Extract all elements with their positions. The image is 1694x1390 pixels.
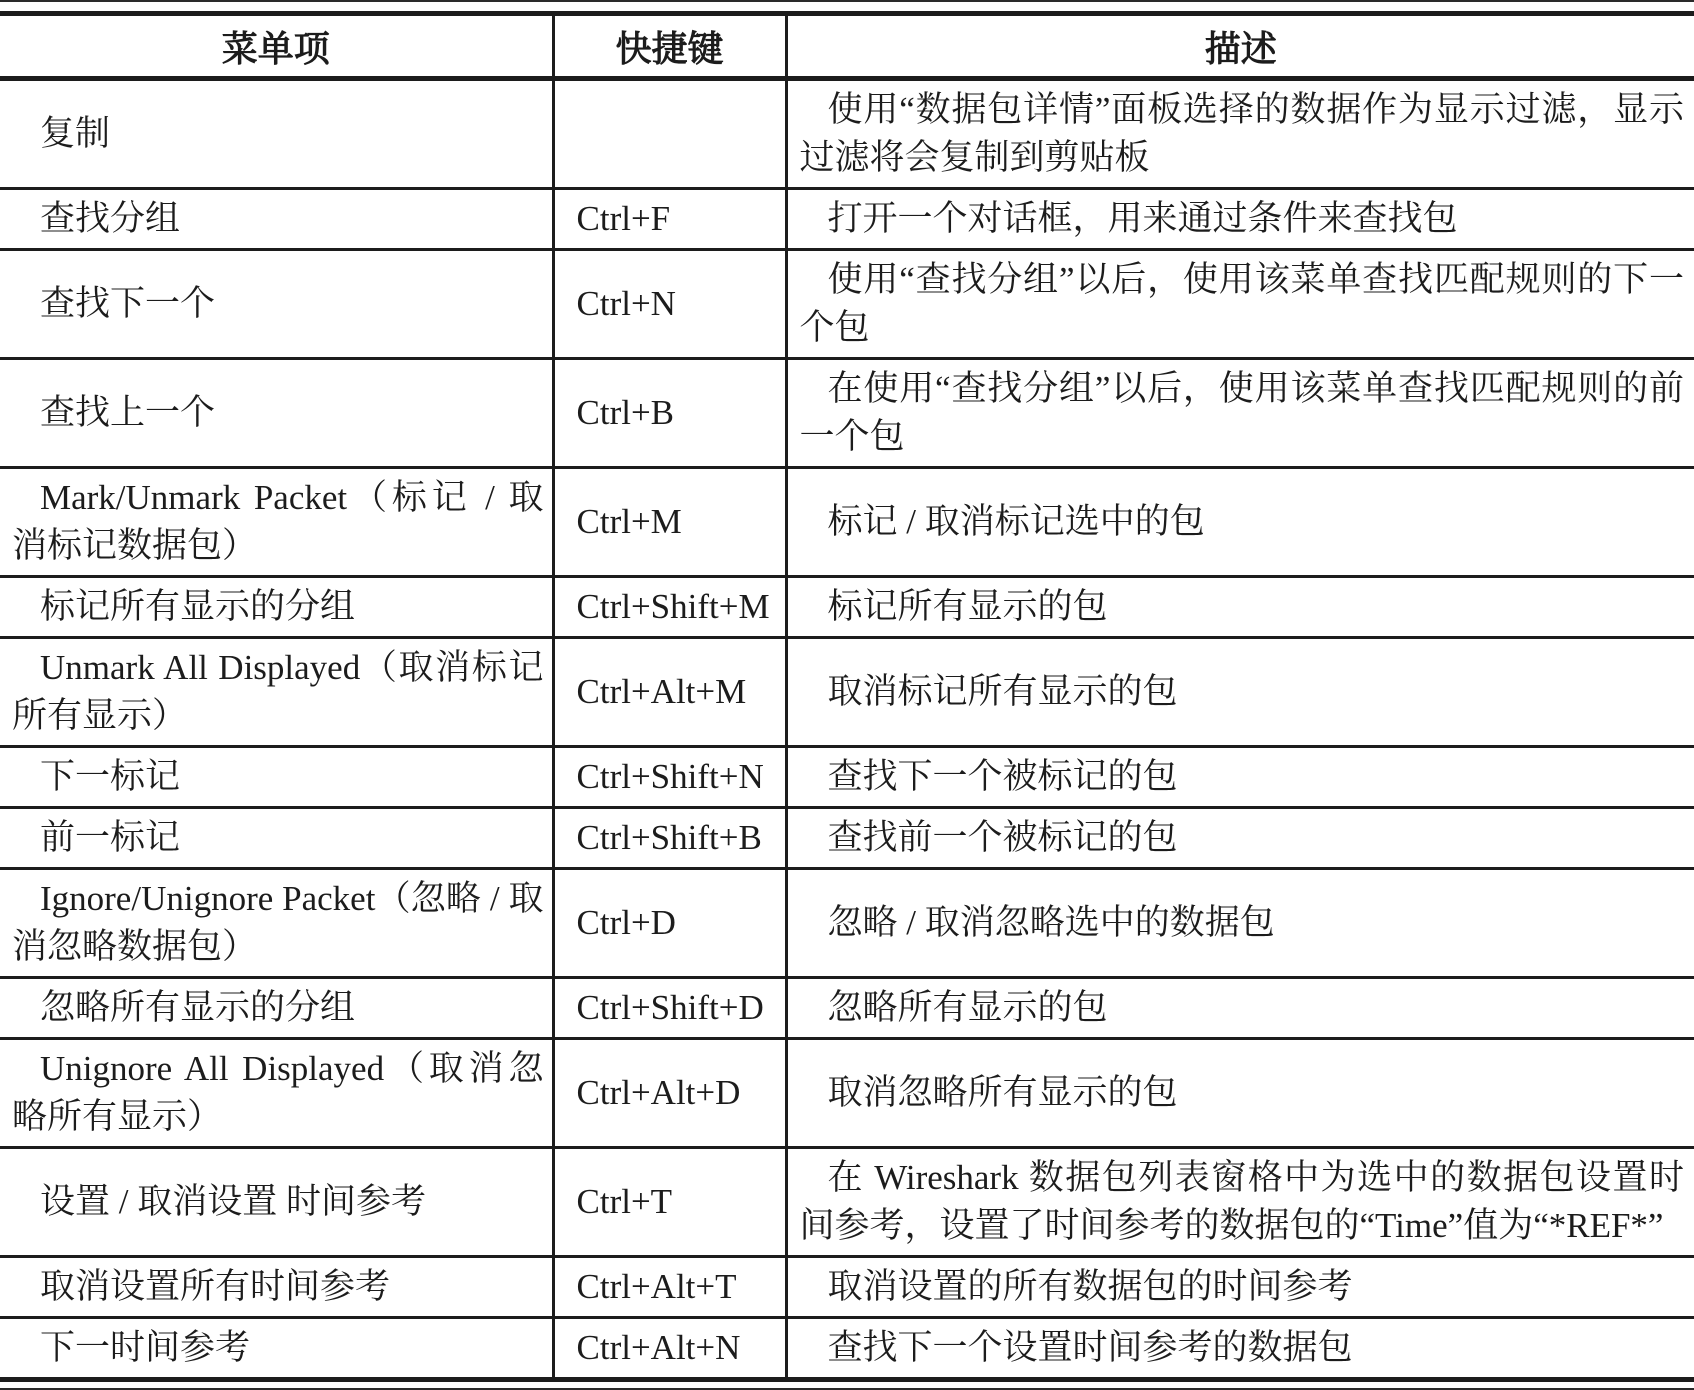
menu-item-cell: [0, 638, 553, 747]
table-row: [0, 577, 1694, 638]
menu-item-text: 设置 / 取消设置 时间参考: [40, 1182, 426, 1221]
description-cell: [786, 250, 1694, 359]
description-text: 查找下一个被标记的包: [827, 757, 1178, 796]
shortcut-cell: [553, 869, 786, 978]
shortcut-cell: [553, 1257, 786, 1318]
table-body: [0, 79, 1694, 1380]
menu-item-text: Mark/Unmark Packet（标记 / 取消标记数据包）: [12, 478, 544, 565]
header-row: [0, 14, 1694, 79]
description-cell: [786, 1257, 1694, 1318]
menu-item-text: 取消设置所有时间参考: [40, 1267, 391, 1306]
shortcut-table: [0, 11, 1694, 1382]
menu-item-cell: [0, 1039, 553, 1148]
menu-item-text: 标记所有显示的分组: [40, 587, 356, 626]
table-row: [0, 1148, 1694, 1257]
table-row: [0, 189, 1694, 250]
shortcut-cell: [553, 577, 786, 638]
table-row: [0, 869, 1694, 978]
description-text: 在使用“查找分组”以后，使用该菜单查找匹配规则的前一个包: [799, 369, 1684, 456]
table-row: [0, 359, 1694, 468]
shortcut-text: Ctrl+Alt+N: [576, 1328, 741, 1367]
shortcut-text: Ctrl+Shift+M: [576, 587, 770, 626]
menu-item-cell: [0, 1148, 553, 1257]
table-row: [0, 978, 1694, 1039]
description-text: 标记所有显示的包: [827, 587, 1108, 626]
table-row: [0, 1318, 1694, 1380]
description-cell: [786, 1318, 1694, 1380]
description-text: 打开一个对话框，用来通过条件来查找包: [827, 199, 1458, 238]
menu-item-cell: [0, 577, 553, 638]
menu-item-text: Unmark All Displayed（取消标记所有显示）: [12, 648, 544, 735]
menu-item-cell: [0, 189, 553, 250]
menu-item-text: Unignore All Displayed（取消忽略所有显示）: [12, 1049, 544, 1136]
menu-item-cell: [0, 250, 553, 359]
table-row: [0, 638, 1694, 747]
description-text: 忽略 / 取消忽略选中的数据包: [827, 903, 1275, 942]
description-text: 查找下一个设置时间参考的数据包: [827, 1328, 1353, 1367]
menu-item-text: 查找下一个: [40, 284, 216, 323]
column-header-menu-item: 菜单项: [0, 14, 553, 79]
table-row: [0, 250, 1694, 359]
menu-item-text: 下一时间参考: [40, 1328, 251, 1367]
menu-item-cell: [0, 747, 553, 808]
menu-item-cell: [0, 1318, 553, 1380]
shortcut-cell: [553, 1318, 786, 1380]
description-cell: [786, 978, 1694, 1039]
description-cell: [786, 189, 1694, 250]
shortcut-cell: [553, 1039, 786, 1148]
description-cell: [786, 1039, 1694, 1148]
shortcut-cell: [553, 638, 786, 747]
shortcut-text: Ctrl+B: [576, 393, 675, 432]
menu-item-cell: [0, 978, 553, 1039]
menu-item-text: 查找上一个: [40, 393, 216, 432]
menu-item-text: 忽略所有显示的分组: [40, 988, 356, 1027]
shortcut-cell: [553, 359, 786, 468]
shortcut-cell: [553, 468, 786, 577]
description-cell: [786, 359, 1694, 468]
description-cell: [786, 468, 1694, 577]
description-text: 标记 / 取消标记选中的包: [827, 502, 1205, 541]
description-text: 取消设置的所有数据包的时间参考: [827, 1267, 1353, 1306]
column-header-description: 描述: [786, 14, 1694, 79]
shortcut-cell: [553, 79, 786, 189]
description-cell: [786, 577, 1694, 638]
shortcut-cell: [553, 1148, 786, 1257]
description-cell: [786, 747, 1694, 808]
shortcut-text: Ctrl+D: [576, 903, 676, 942]
shortcut-text: Ctrl+N: [576, 284, 676, 323]
description-text: 取消忽略所有显示的包: [827, 1073, 1178, 1112]
table-row: [0, 79, 1694, 189]
shortcut-text: Ctrl+Shift+N: [576, 757, 764, 796]
menu-item-text: 复制: [40, 114, 111, 153]
shortcut-cell: [553, 808, 786, 869]
menu-item-cell: [0, 468, 553, 577]
table-row: [0, 468, 1694, 577]
menu-item-cell: [0, 1257, 553, 1318]
table-row: [0, 1039, 1694, 1148]
shortcut-cell: [553, 189, 786, 250]
menu-item-cell: [0, 869, 553, 978]
description-cell: [786, 79, 1694, 189]
description-cell: [786, 808, 1694, 869]
menu-item-cell: [0, 359, 553, 468]
table-row: [0, 1257, 1694, 1318]
menu-item-text: 前一标记: [40, 818, 181, 857]
shortcut-cell: [553, 978, 786, 1039]
description-text: 取消标记所有显示的包: [827, 672, 1178, 711]
table-row: [0, 808, 1694, 869]
shortcut-cell: [553, 250, 786, 359]
description-text: 查找前一个被标记的包: [827, 818, 1178, 857]
column-header-shortcut: 快捷键: [553, 14, 786, 79]
description-cell: [786, 1148, 1694, 1257]
shortcut-text: Ctrl+T: [576, 1182, 673, 1221]
shortcut-text: Ctrl+Alt+T: [576, 1267, 737, 1306]
table-header: [0, 14, 1694, 79]
menu-item-text: Ignore/Unignore Packet（忽略 / 取消忽略数据包）: [12, 879, 544, 966]
menu-item-cell: [0, 808, 553, 869]
shortcut-text: Ctrl+Shift+B: [576, 818, 762, 857]
shortcut-text: Ctrl+F: [576, 199, 671, 238]
shortcut-text: Ctrl+Alt+M: [576, 672, 747, 711]
description-cell: [786, 869, 1694, 978]
menu-item-text: 查找分组: [40, 199, 181, 238]
description-cell: [786, 638, 1694, 747]
description-text: 使用“数据包详情”面板选择的数据作为显示过滤，显示过滤将会复制到剪贴板: [799, 90, 1684, 177]
description-text: 忽略所有显示的包: [827, 988, 1108, 1027]
shortcut-cell: [553, 747, 786, 808]
description-text: 使用“查找分组”以后，使用该菜单查找匹配规则的下一个包: [799, 260, 1684, 347]
shortcut-text: Ctrl+M: [576, 502, 682, 541]
menu-item-text: 下一标记: [40, 757, 181, 796]
description-text: 在 Wireshark 数据包列表窗格中为选中的数据包设置时间参考，设置了时间参考的数据包的“Time”值为“*REF*”: [799, 1158, 1684, 1245]
shortcut-text: Ctrl+Shift+D: [576, 988, 764, 1027]
shortcut-text: Ctrl+Alt+D: [576, 1073, 741, 1112]
table-row: [0, 747, 1694, 808]
menu-item-cell: [0, 79, 553, 189]
